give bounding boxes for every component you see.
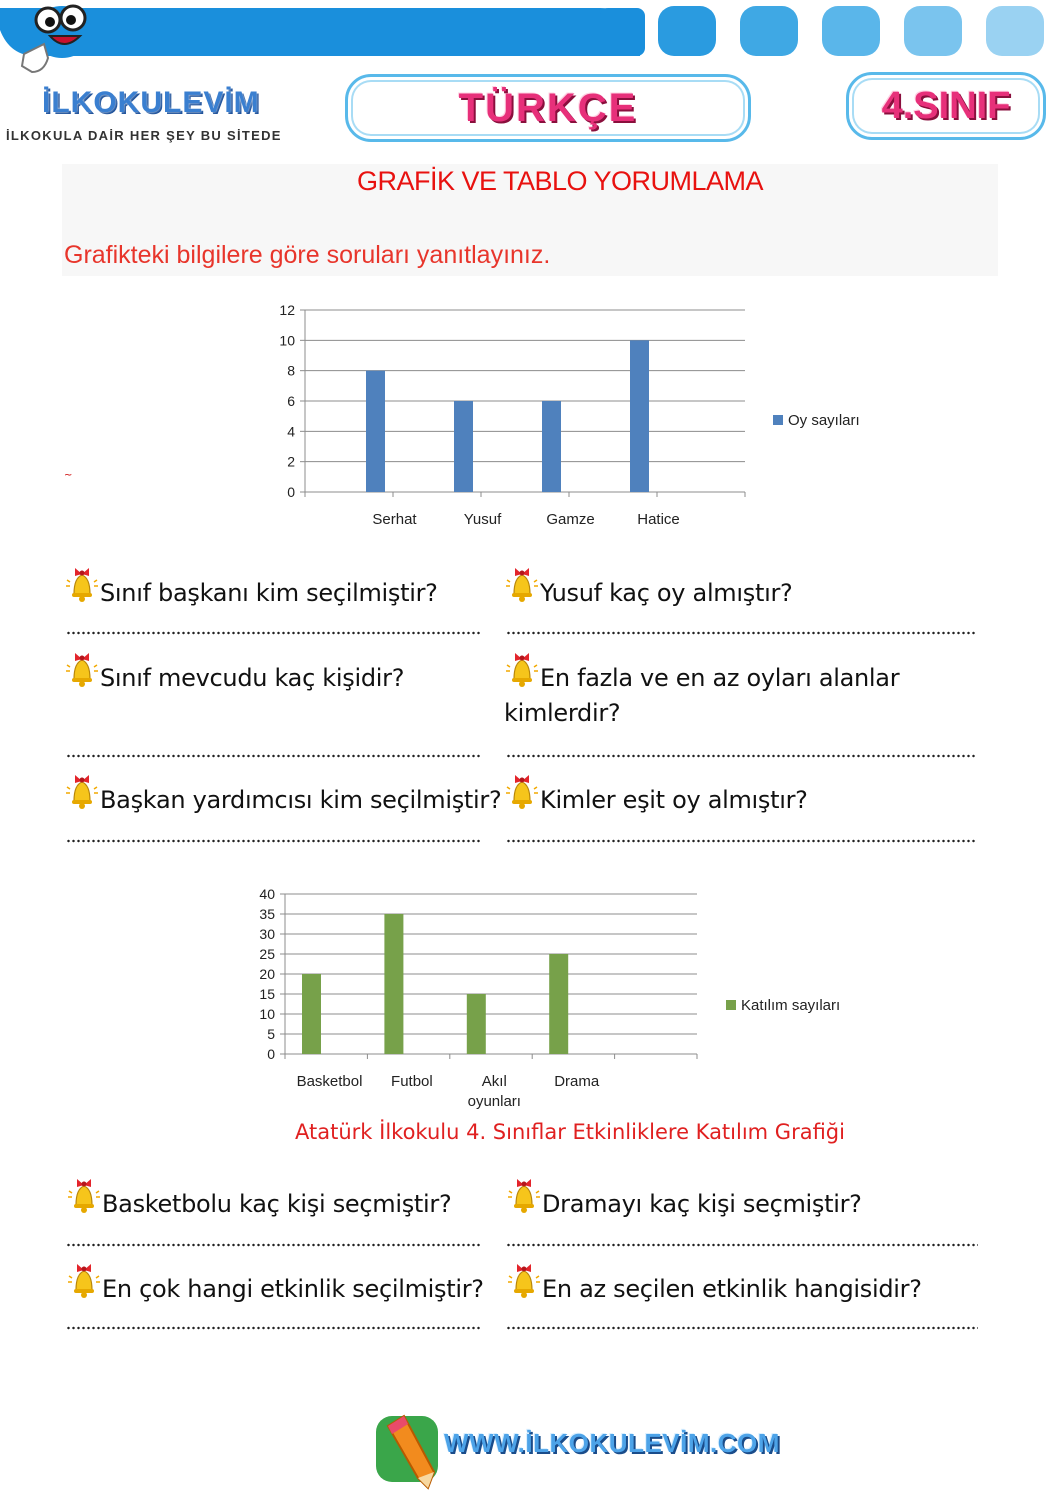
question-text-continued bbox=[504, 694, 620, 732]
question-text: Basketbolu kaç kişi seçmiştir? bbox=[102, 1190, 452, 1218]
bar-basketbol bbox=[302, 974, 321, 1054]
pencil-logo-icon bbox=[374, 1410, 444, 1492]
question-text: Dramayı kaç kişi seçmiştir? bbox=[542, 1190, 862, 1218]
y-tick-label: 30 bbox=[259, 926, 275, 942]
y-tick-label: 15 bbox=[259, 986, 275, 1002]
grade-badge: 4.SINIF bbox=[846, 72, 1046, 140]
mascot-icon bbox=[18, 0, 98, 78]
y-tick-label: 25 bbox=[259, 946, 275, 962]
legend-swatch bbox=[773, 415, 783, 425]
bar-yusuf bbox=[454, 401, 473, 492]
y-tick-label: 0 bbox=[267, 1046, 275, 1062]
question-text: Sınıf mevcudu kaç kişidir? bbox=[100, 664, 405, 692]
y-tick-label: 0 bbox=[287, 484, 295, 500]
answer-line bbox=[66, 1325, 482, 1331]
answer-line bbox=[506, 630, 976, 636]
bar-drama bbox=[549, 954, 568, 1054]
question-item bbox=[68, 1270, 484, 1308]
legend-swatch bbox=[726, 1000, 736, 1010]
chart-caption: Atatürk İlkokulu 4. Sınıflar Etkinliklere Katılım Grafiği bbox=[295, 1120, 845, 1144]
bar-hatice bbox=[630, 340, 649, 492]
x-category-label: Serhat bbox=[372, 511, 417, 528]
question-text: kimlerdir? bbox=[504, 699, 621, 727]
answer-line bbox=[506, 753, 976, 759]
answer-line bbox=[506, 1242, 978, 1248]
question-text: En az seçilen etkinlik hangisidir? bbox=[542, 1275, 922, 1303]
bell-icon bbox=[68, 1175, 100, 1215]
subject-badge: TÜRKÇE bbox=[345, 74, 751, 142]
y-tick-label: 20 bbox=[259, 966, 275, 982]
answer-line bbox=[506, 1325, 978, 1331]
small-mark: ~ bbox=[64, 470, 73, 481]
question-item bbox=[506, 659, 899, 697]
question-item bbox=[66, 659, 404, 697]
legend-label: Oy sayıları bbox=[788, 412, 860, 429]
x-category-label: Hatice bbox=[637, 511, 680, 528]
bell-icon bbox=[66, 564, 98, 604]
y-tick-label: 40 bbox=[259, 886, 275, 902]
page-title: GRAFİK VE TABLO YORUMLAMA bbox=[356, 166, 764, 196]
question-item bbox=[506, 574, 792, 612]
y-tick-label: 35 bbox=[259, 906, 275, 922]
instruction-text: Grafikteki bilgilere göre soruları yanıtlayınız. bbox=[64, 241, 551, 269]
bar-serhat bbox=[366, 371, 385, 492]
answer-line bbox=[66, 1242, 482, 1248]
bell-icon bbox=[506, 564, 538, 604]
question-text: Sınıf başkanı kim seçilmiştir? bbox=[100, 579, 438, 607]
question-item bbox=[68, 1185, 451, 1223]
y-tick-label: 6 bbox=[287, 393, 295, 409]
bell-icon bbox=[506, 649, 538, 689]
x-category-label: Akıl oyunları bbox=[467, 1073, 521, 1110]
bell-icon bbox=[66, 771, 98, 811]
bell-icon bbox=[508, 1260, 540, 1300]
x-category-label: Gamze bbox=[546, 511, 595, 528]
question-item bbox=[66, 781, 501, 819]
activity-chart bbox=[240, 880, 880, 1120]
bar-futbol bbox=[384, 914, 403, 1054]
question-text: Başkan yardımcısı kim seçilmiştir? bbox=[100, 786, 502, 814]
question-text: En çok hangi etkinlik seçilmiştir? bbox=[102, 1275, 484, 1303]
brand-logo-text: İLKOKULEVİM bbox=[42, 86, 260, 119]
x-category-label: Futbol bbox=[391, 1073, 433, 1090]
y-tick-label: 2 bbox=[287, 453, 295, 470]
bell-icon bbox=[68, 1260, 100, 1300]
question-text: Kimler eşit oy almıştır? bbox=[540, 786, 808, 814]
answer-line bbox=[66, 753, 480, 759]
y-tick-label: 4 bbox=[287, 423, 295, 440]
question-item bbox=[508, 1185, 862, 1223]
y-tick-label: 12 bbox=[279, 302, 295, 318]
bell-icon bbox=[506, 771, 538, 811]
y-tick-label: 5 bbox=[267, 1026, 275, 1042]
bar-akıl-oyunları bbox=[467, 994, 486, 1054]
footer-url: WWW.İLKOKULEVİM.COM bbox=[444, 1428, 780, 1458]
bell-icon bbox=[66, 649, 98, 689]
question-text: Yusuf kaç oy almıştır? bbox=[540, 579, 793, 607]
answer-line bbox=[66, 838, 480, 844]
x-category-label: Basketbol bbox=[296, 1073, 363, 1090]
brand-tagline: İLKOKULA DAİR HER ŞEY BU SİTEDE bbox=[6, 128, 282, 143]
y-tick-label: 8 bbox=[287, 362, 295, 379]
answer-line bbox=[66, 630, 480, 636]
question-item bbox=[508, 1270, 922, 1308]
question-item bbox=[506, 781, 808, 819]
bell-icon bbox=[508, 1175, 540, 1215]
bar-gamze bbox=[542, 401, 561, 492]
x-category-label: Yusuf bbox=[463, 511, 502, 528]
y-tick-label: 10 bbox=[279, 332, 295, 349]
y-tick-label: 10 bbox=[259, 1006, 275, 1022]
legend-label: Katılım sayıları bbox=[741, 997, 841, 1014]
answer-line bbox=[506, 838, 976, 844]
question-item bbox=[66, 574, 438, 612]
x-category-label: Drama bbox=[554, 1073, 600, 1090]
vote-chart bbox=[260, 295, 900, 535]
question-text: En fazla ve en az oyları alanlar bbox=[540, 664, 900, 692]
